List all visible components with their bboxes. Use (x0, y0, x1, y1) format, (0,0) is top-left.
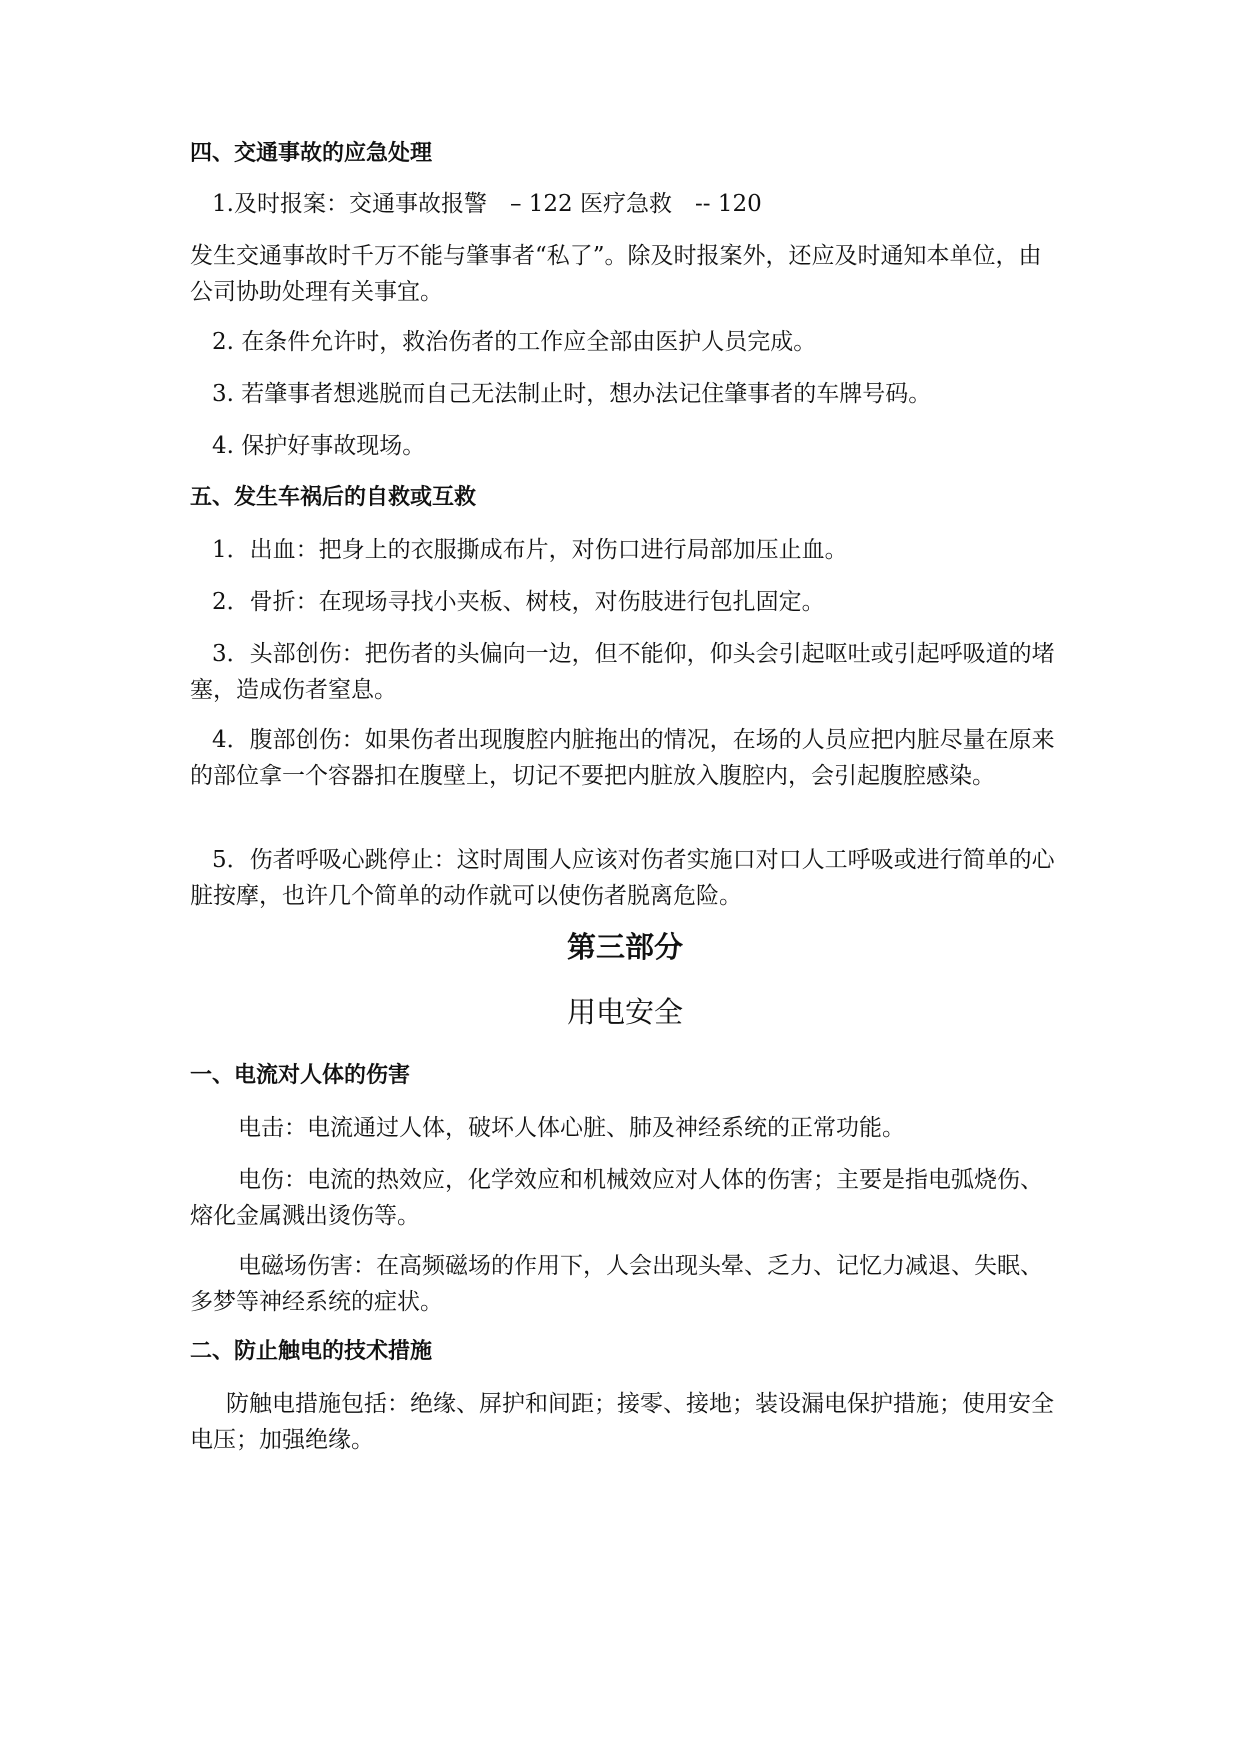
paragraph-head-injury: 3．头部创伤：把伤者的头偏向一边，但不能仰，仰头会引起呕吐或引起呼吸道的堵塞，造成伤者窒息。 (190, 641, 1055, 703)
paragraph-cpr: 5．伤者呼吸心跳停止：这时周围人应该对伤者实施口对口人工呼吸或进行简单的心脏按摩，也许几个简单的动作就可以使伤者脱离危险。 (190, 847, 1055, 909)
paragraph-electromagnetic-harm: 电磁场伤害：在高频磁场的作用下，人会出现头晕、乏力、记忆力减退、失眠、多梦等神经系统的症状。 (190, 1253, 1043, 1315)
paragraph-plate-number: 3. 若肇事者想逃脱而自己无法制止时，想办法记住肇事者的车牌号码。 (212, 381, 932, 407)
paragraph-electric-shock: 电击：电流通过人体，破坏人体心脏、肺及神经系统的正常功能。 (238, 1115, 905, 1141)
paragraph-fracture: 2．骨折：在现场寻找小夹板、树枝，对伤肢进行包扎固定。 (212, 589, 825, 615)
paragraph-medical-staff: 2. 在条件允许时，救治伤者的工作应全部由医护人员完成。 (212, 329, 817, 355)
section-heading-current-harm: 一、电流对人体的伤害 (190, 1063, 411, 1088)
part-subtitle: 用电安全 (566, 995, 683, 1029)
paragraph-no-private-settlement: 发生交通事故时千万不能与肇事者“私了”。除及时报案外，还应及时通知本单位，由公司协助处理有关事宜。 (190, 243, 1042, 305)
paragraph-report-numbers: 1.及时报案：交通事故报警 – 122 医疗急救 -- 120 (212, 191, 762, 217)
paragraph-protect-scene: 4. 保护好事故现场。 (212, 433, 426, 459)
section-heading-self-rescue: 五、发生车祸后的自救或互救 (190, 485, 477, 510)
paragraph-abdominal-injury: 4．腹部创伤：如果伤者出现腹腔内脏拖出的情况，在场的人员应把内脏尽量在原来的部位拿一个容器扣在腹壁上，切记不要把内脏放入腹腔内，会引起腹腔感染。 (190, 727, 1055, 789)
part-title: 第三部分 (566, 930, 683, 964)
paragraph-bleeding: 1．出血：把身上的衣服撕成布片，对伤口进行局部加压止血。 (212, 537, 848, 563)
paragraph-prevention-measures: 防触电措施包括：绝缘、屏护和间距；接零、接地；装设漏电保护措施；使用安全电压；加强绝缘。 (190, 1391, 1054, 1453)
section-heading-traffic-emergency: 四、交通事故的应急处理 (190, 141, 433, 166)
paragraph-electric-injury: 电伤：电流的热效应，化学效应和机械效应对人体的伤害；主要是指电弧烧伤、熔化金属溅出烫伤等。 (190, 1167, 1043, 1229)
section-heading-prevention: 二、防止触电的技术措施 (190, 1339, 433, 1364)
